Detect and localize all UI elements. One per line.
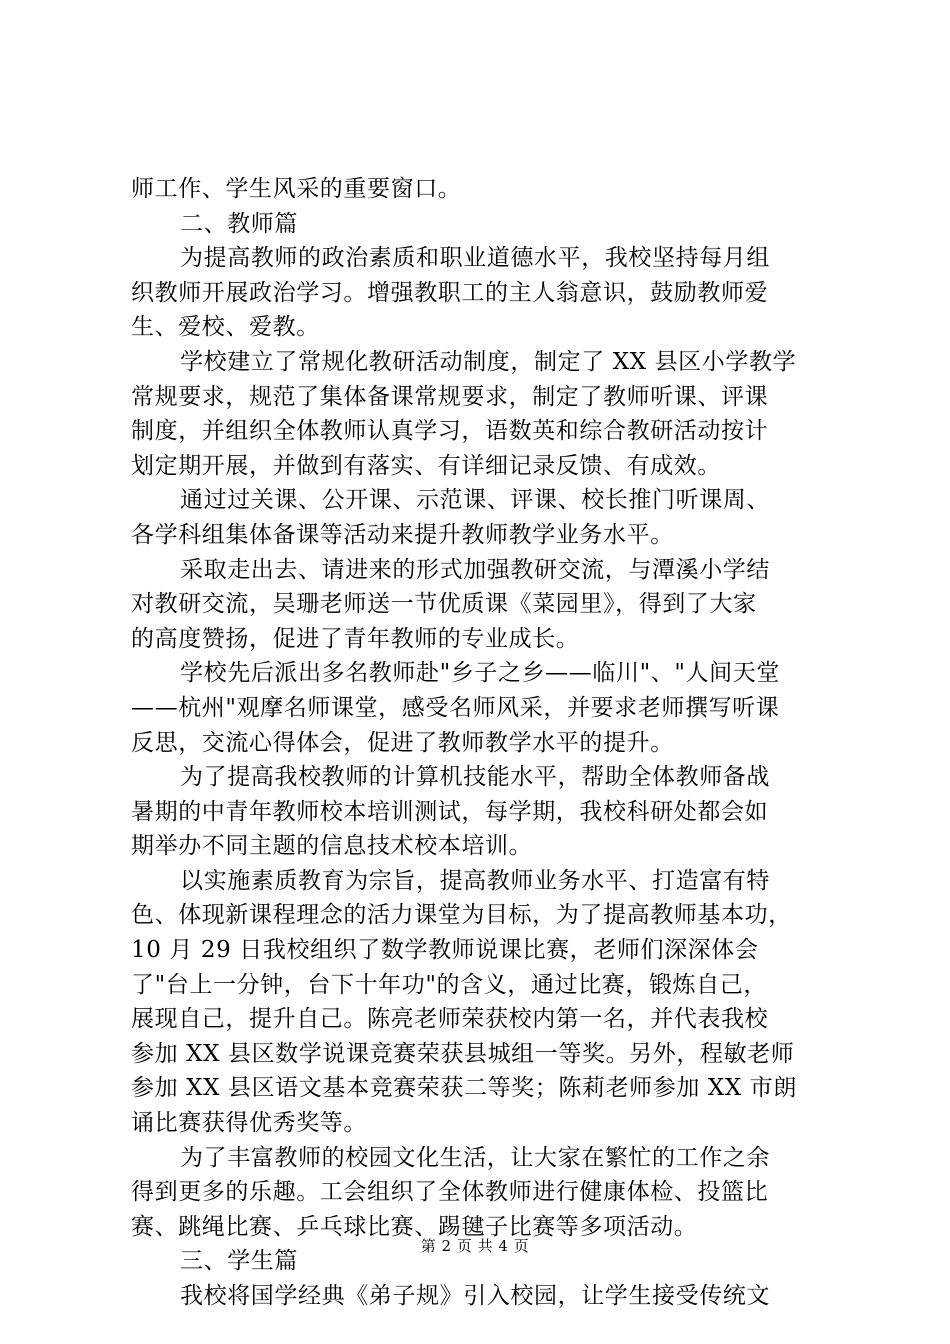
- text-line: 为提高教师的政治素质和职业道德水平，我校坚持每月组: [180, 245, 770, 272]
- text-line: 的高度赞扬，促进了青年教师的专业成长。: [131, 625, 580, 652]
- text-line: 二、教师篇: [180, 210, 298, 237]
- text-line: 赛、跳绳比赛、乒乓球比赛、踢毽子比赛等多项活动。: [131, 1213, 698, 1240]
- text-line: 学校先后派出多名教师赴"乡子之乡——临川"、"人间天堂: [180, 660, 780, 687]
- text-line: 色、体现新课程理念的活力课堂为目标，为了提高教师基本功，: [131, 902, 792, 929]
- page-footer: 第 2 页 共 4 页: [420, 1237, 530, 1255]
- text-line: 对教研交流，吴珊老师送一节优质课《菜园里》，得到了大家: [131, 591, 757, 618]
- document-body: [131, 172, 831, 1314]
- text-line: 得到更多的乐趣。工会组织了全体教师进行健康体检、投篮比: [131, 1179, 769, 1206]
- text-line: 织教师开展政治学习。增强教职工的主人翁意识，鼓励教师爱: [131, 279, 769, 306]
- text-line: 期举办不同主题的信息技术校本培训。: [131, 833, 533, 860]
- text-line: 我校将国学经典《弟子规》引入校园，让学生接受传统文: [180, 1283, 770, 1309]
- text-line: 以实施素质教育为宗旨，提高教师业务水平、打造富有特: [180, 867, 770, 894]
- text-line: 为了提高我校教师的计算机技能水平，帮助全体教师备战: [180, 764, 770, 791]
- text-line: 10 月 29 日我校组织了数学教师说课比赛，老师们深深体会: [131, 937, 759, 964]
- text-line: 生、爱校、爱教。: [131, 314, 320, 341]
- text-line: 参加 XX 县区数学说课竞赛荣获县城组一等奖。另外，程敏老师: [131, 1040, 795, 1067]
- text-line: 诵比赛获得优秀奖等。: [131, 1110, 367, 1137]
- text-line: 为了丰富教师的校园文化生活，让大家在繁忙的工作之余: [180, 1144, 770, 1171]
- text-line: 学校建立了常规化教研活动制度，制定了 XX 县区小学教学: [180, 348, 797, 375]
- text-line: ——杭州"观摩名师课堂，感受名师风采，并要求老师撰写听课: [131, 694, 780, 721]
- text-line: 参加 XX 县区语文基本竞赛荣获二等奖；陈莉老师参加 XX 市朗: [131, 1075, 797, 1102]
- text-line: 各学科组集体备课等活动来提升教师教学业务水平。: [131, 521, 674, 548]
- text-line: 师工作、学生风采的重要窗口。: [131, 176, 462, 202]
- text-line: 展现自己，提升自己。陈亮老师荣获校内第一名，并代表我校: [131, 1006, 769, 1033]
- text-line: 采取走出去、请进来的形式加强教研交流，与潭溪小学结: [180, 556, 770, 583]
- text-line: 通过过关课、公开课、示范课、评课、校长推门听课周、: [180, 487, 770, 514]
- text-line: 制度，并组织全体教师认真学习，语数英和综合教研活动按计: [131, 418, 769, 445]
- text-line: 了"台上一分钟，台下十年功"的含义，通过比赛，锻炼自己，: [131, 971, 767, 998]
- text-line: 暑期的中青年教师校本培训测试，每学期，我校科研处都会如: [131, 798, 769, 825]
- text-line: 三、学生篇: [180, 1248, 298, 1275]
- text-line: 反思，交流心得体会，促进了教师教学水平的提升。: [131, 729, 674, 756]
- text-line: 划定期开展，并做到有落实、有详细记录反馈、有成效。: [131, 452, 721, 479]
- text-line: 常规要求，规范了集体备课常规要求，制定了教师听课、评课: [131, 383, 769, 410]
